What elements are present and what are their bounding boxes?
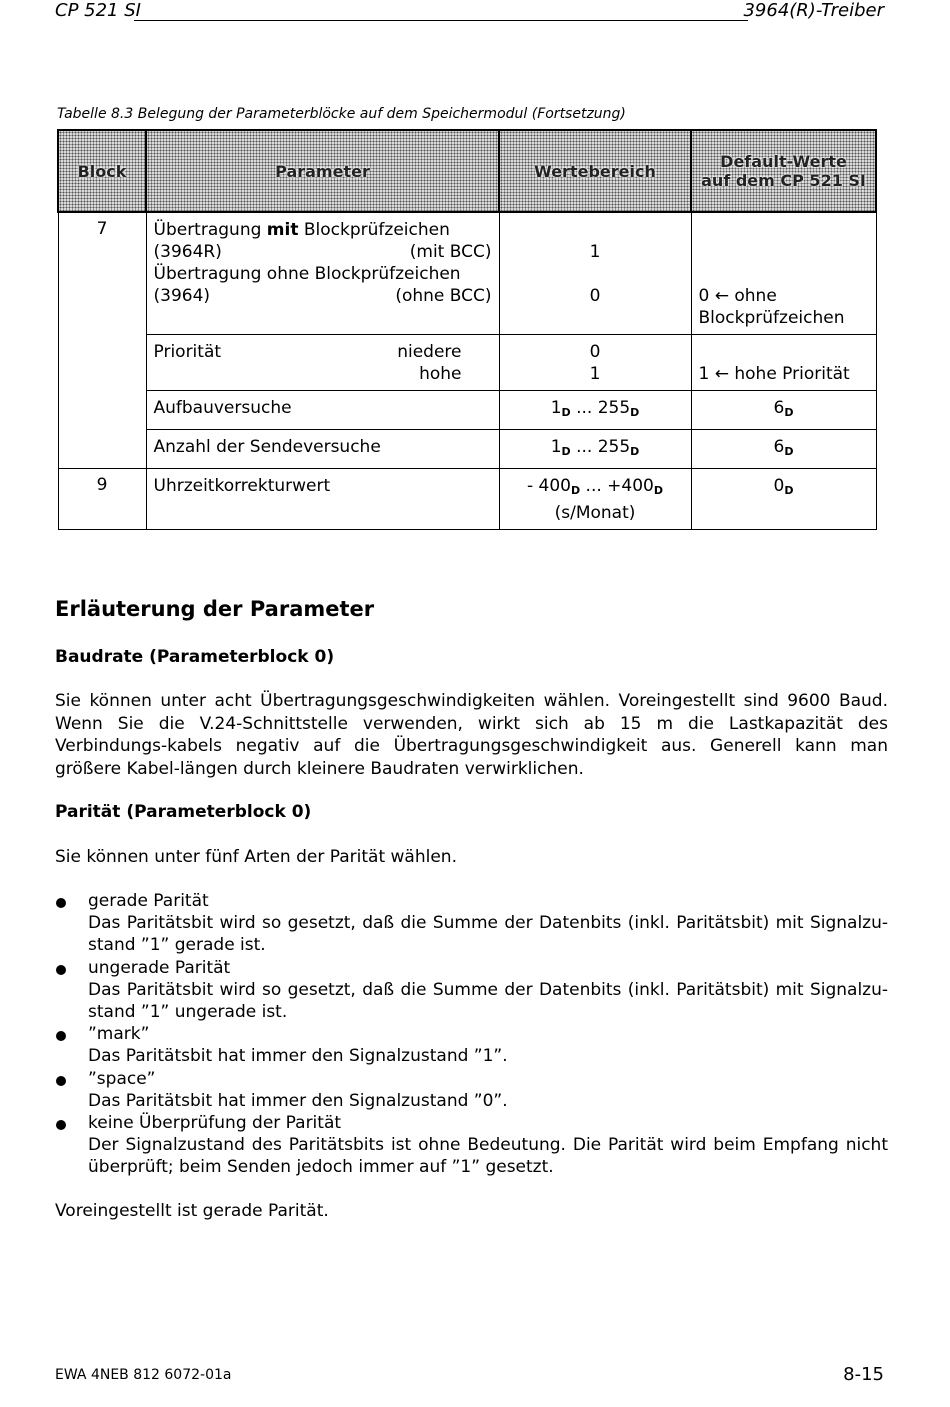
section-title: Erläuterung der Parameter	[55, 597, 375, 621]
param-line: (3964) (ohne BCC)	[153, 286, 492, 306]
list-item-text: Das Paritätsbit wird so gesetzt, daß die Summe der Datenbits (inkl. Paritätsbit) mit Signalzu-stand ”1” ungerade ist.	[88, 979, 888, 1023]
default-cell-transfer	[691, 212, 876, 335]
default-value: 1 ← hohe Priorität	[698, 364, 850, 384]
page-number: 8-15	[843, 1364, 884, 1385]
default-value: $0_D$	[773, 476, 794, 497]
baudrate-paragraph: Sie können unter acht Übertragungsgeschwindigkeiten wählen. Voreingestellt sind 9600 Baud. Wenn Sie die V.24-Schnittstelle verwenden, wirkt sich ab 15 m die Lastkapazität des Verbindungs-kabels negativ auf die Übertragungsgeschwindigkeit aus. Generell kann man größere Kabel-längen durch kleinere Baudraten verwirklichen.	[55, 691, 888, 779]
param-label: Uhrzeitkorrekturwert	[153, 476, 331, 496]
list-item-text: Der Signalzustand des Paritätsbits ist ohne Bedeutung. Die Parität wird beim Empfang nicht überprüft; beim Senden jedoch immer auf ”1” gesetzt.	[88, 1135, 888, 1178]
col-header-default	[691, 130, 876, 212]
range-cell-transfer	[499, 212, 691, 335]
block-number-7: 7	[58, 212, 146, 469]
param-label: Priorität	[153, 342, 222, 362]
range-unit: (s/Monat)	[554, 503, 636, 523]
header-rule	[134, 20, 748, 21]
table-header-row	[58, 130, 876, 212]
bullet-icon	[56, 1120, 66, 1130]
baudrate-heading: Baudrate (Parameterblock 0)	[55, 647, 335, 667]
param-cell-send-attempts	[146, 430, 499, 469]
range-value: - $400_D$ ... $+400_D$	[527, 476, 663, 497]
bullet-icon	[56, 1031, 66, 1041]
param-cell-priority	[146, 335, 499, 391]
range-cell-priority	[499, 335, 691, 391]
parity-options-list	[55, 890, 888, 1179]
list-item-title: keine Überprüfung der Parität	[88, 1113, 342, 1134]
list-item-title: ungerade Parität	[88, 957, 231, 978]
param-label: Anzahl der Sendeversuche	[153, 437, 381, 457]
range-cell-clock-correction	[499, 469, 691, 530]
param-option: hohe	[419, 364, 462, 384]
param-cell-clock-correction	[146, 469, 499, 530]
param-line: Übertragung mit Blockprüfzeichen	[153, 220, 450, 240]
table-row	[58, 430, 876, 469]
range-value: 0	[589, 342, 601, 362]
range-value: $1_D$ ... $255_D$	[550, 398, 640, 419]
table-row	[58, 469, 876, 530]
range-value: 0	[589, 286, 601, 306]
list-item-text: Das Paritätsbit hat immer den Signalzustand ”0”.	[88, 1090, 508, 1111]
parity-heading: Parität (Parameterblock 0)	[55, 802, 312, 822]
param-cell-transfer	[146, 212, 499, 335]
col-header-default-line1: Default-Werte	[720, 152, 847, 171]
param-line: Übertragung ohne Blockprüfzeichen	[153, 264, 461, 284]
list-item	[55, 1112, 888, 1179]
list-item	[55, 1023, 888, 1067]
default-value: $6_D$	[773, 398, 794, 419]
table-row	[58, 335, 876, 391]
parameter-table	[57, 129, 877, 530]
list-item-text: Das Paritätsbit wird so gesetzt, daß die Summe der Datenbits (inkl. Paritätsbit) mit Signalzu-stand ”1” gerade ist.	[88, 913, 888, 956]
list-item-text: Das Paritätsbit hat immer den Signalzustand ”1”.	[88, 1046, 508, 1067]
range-value: $1_D$ ... $255_D$	[550, 437, 640, 458]
bullet-icon	[56, 965, 66, 975]
col-header-parameter: Parameter	[146, 130, 499, 212]
default-cell-clock-correction	[691, 469, 876, 530]
default-cell-setup-attempts	[691, 391, 876, 430]
default-cell-send-attempts	[691, 430, 876, 469]
range-cell-setup-attempts	[499, 391, 691, 430]
range-value: 1	[589, 364, 601, 384]
table-caption: Tabelle 8.3 Belegung der Parameterblöcke auf dem Speichermodul (Fortsetzung)	[57, 106, 626, 122]
list-item	[55, 957, 888, 1024]
list-item-title: ”mark”	[88, 1024, 150, 1045]
list-item	[55, 890, 888, 957]
block-number-9: 9	[58, 469, 146, 530]
col-header-range: Wertebereich	[499, 130, 691, 212]
default-value: 0 ← ohne	[698, 286, 777, 306]
bullet-icon	[56, 898, 66, 908]
range-cell-send-attempts	[499, 430, 691, 469]
list-item-title: gerade Parität	[88, 891, 209, 911]
default-cell-priority	[691, 335, 876, 391]
header-doc-title: CP 521 SI	[55, 0, 141, 21]
range-value: 1	[589, 242, 601, 262]
footer-doc-number: EWA 4NEB 812 6072-01a	[55, 1367, 232, 1383]
list-item	[55, 1068, 888, 1112]
table-row	[58, 212, 876, 335]
list-item-title: ”space”	[88, 1068, 156, 1089]
col-header-default-line2: auf dem CP 521 SI	[701, 171, 866, 190]
parity-closing: Voreingestellt ist gerade Parität.	[55, 1201, 329, 1221]
param-label: Aufbauversuche	[153, 398, 292, 418]
header-chapter-title: 3964(R)-Treiber	[743, 0, 884, 21]
table-row	[58, 391, 876, 430]
bullet-icon	[56, 1076, 66, 1086]
param-cell-setup-attempts	[146, 391, 499, 430]
col-header-block: Block	[58, 130, 146, 212]
param-line: (3964R) (mit BCC)	[153, 242, 492, 262]
parity-intro: Sie können unter fünf Arten der Parität wählen.	[55, 847, 457, 867]
param-option: niedere	[397, 342, 462, 362]
default-value: Blockprüfzeichen	[698, 308, 845, 328]
default-value: $6_D$	[773, 437, 794, 458]
